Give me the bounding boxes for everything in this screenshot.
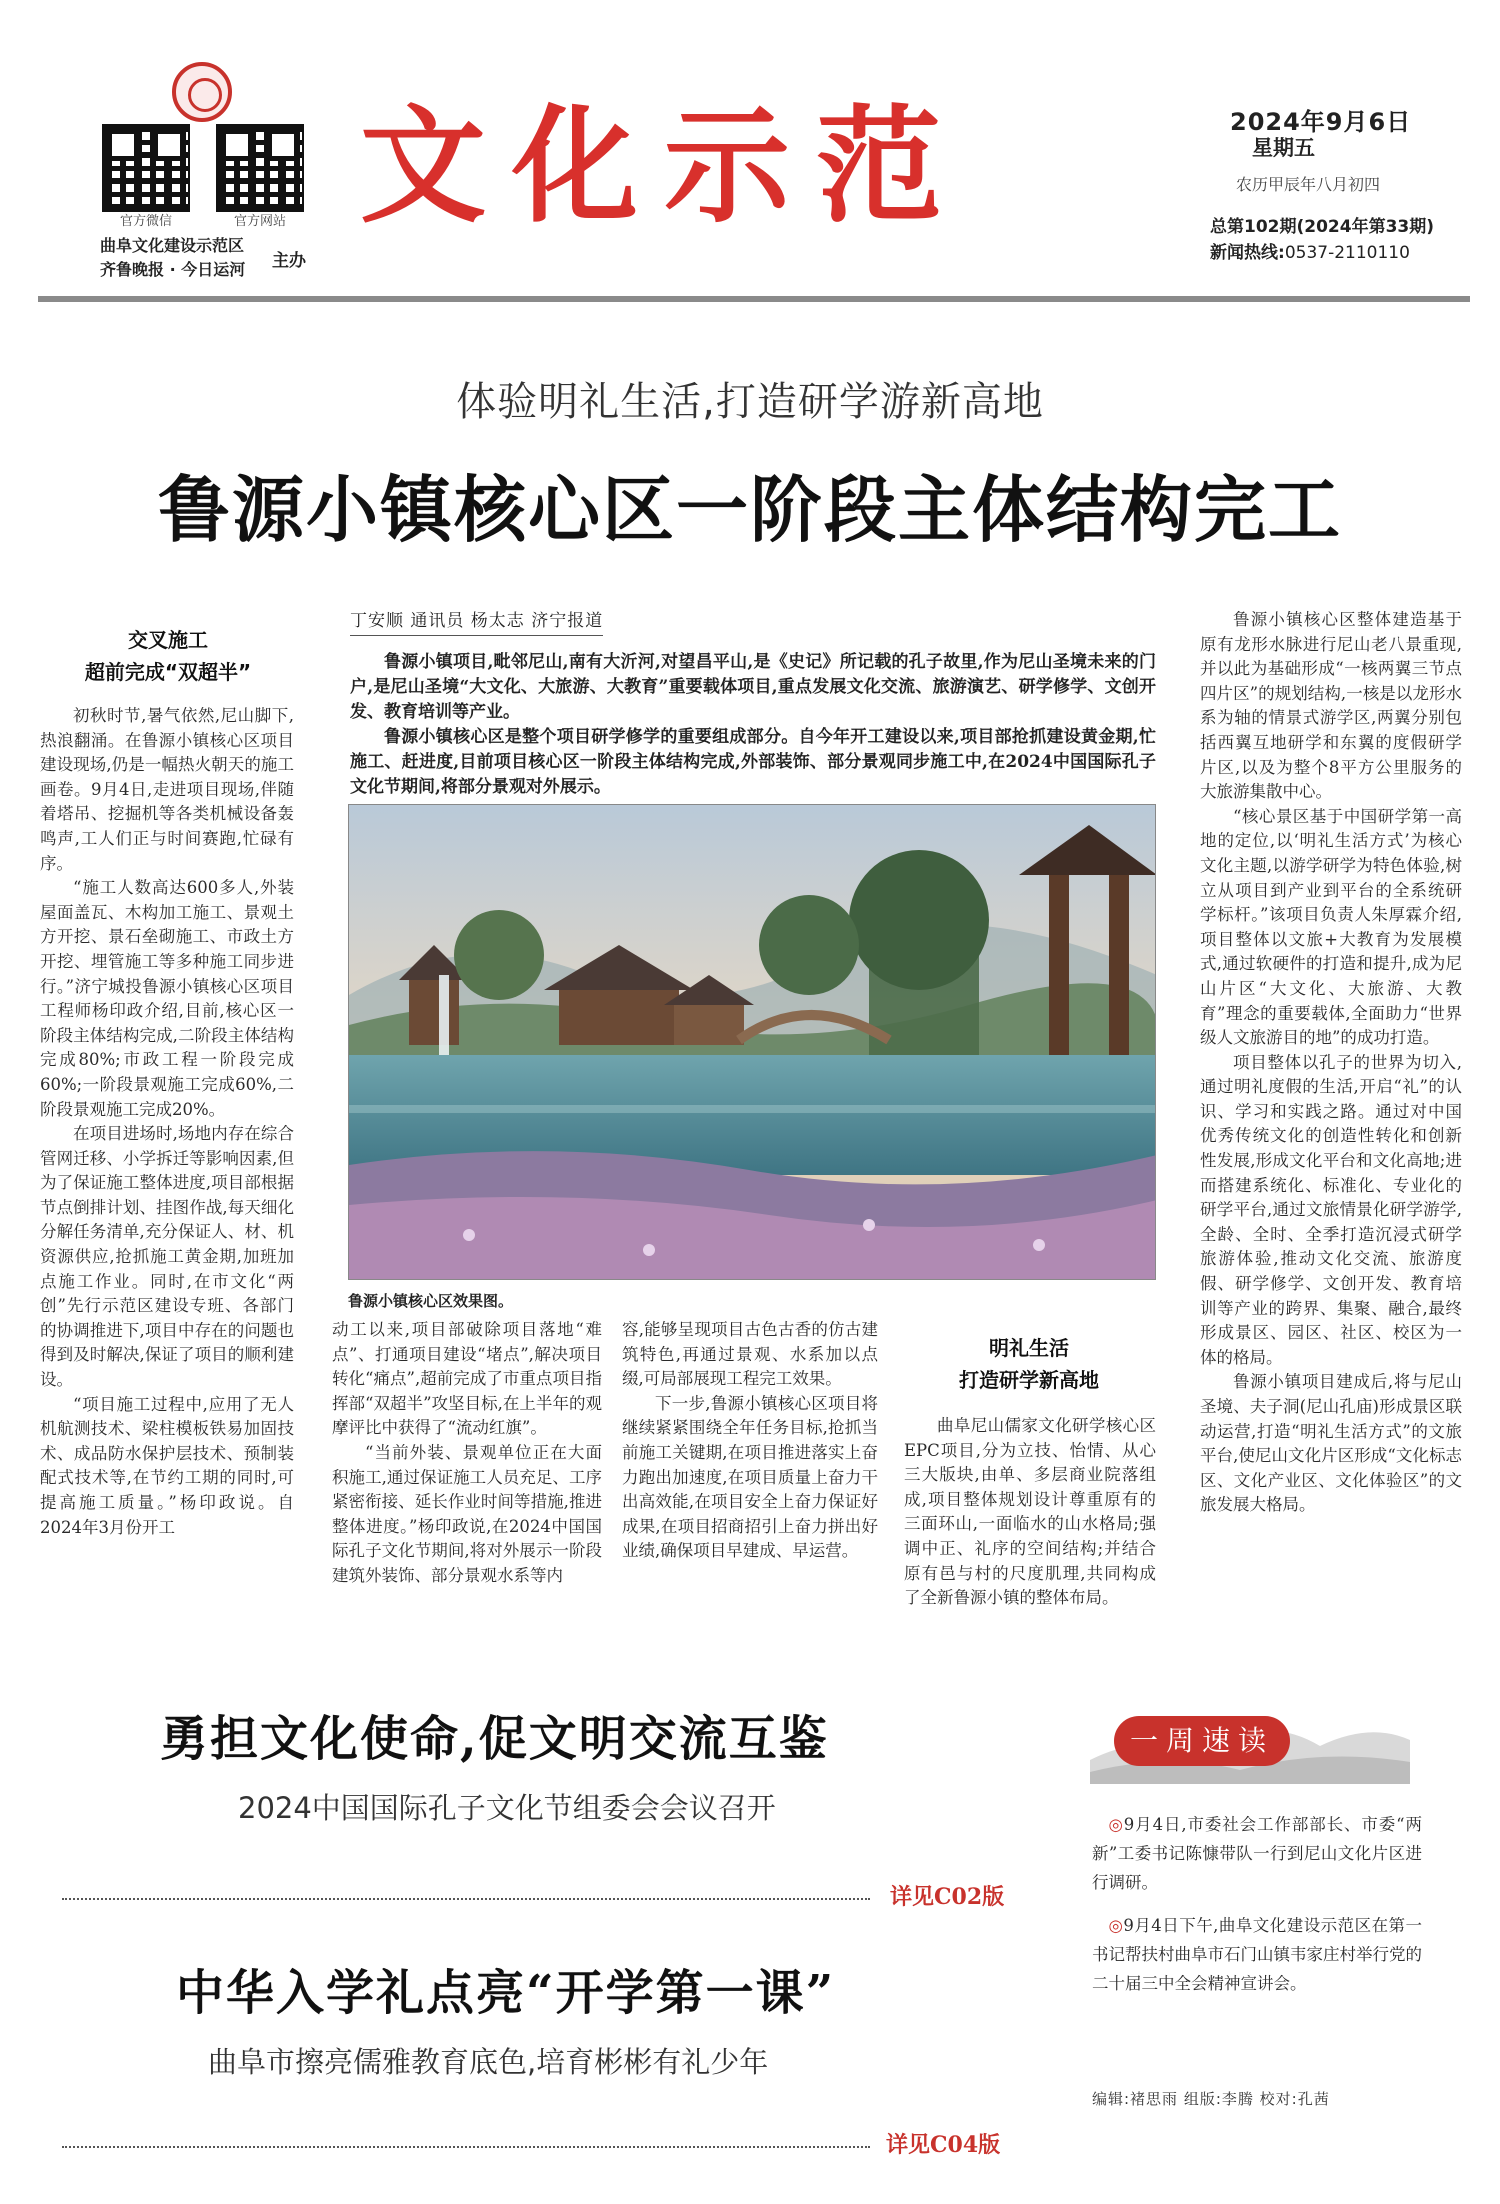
publisher-name: 曲阜文化建设示范区 [100,236,245,255]
article-column-5 [1200,608,1462,1518]
lunar-date: 农历甲辰年八月初四 [1236,175,1381,194]
publisher-name: 齐鲁晚报 · 今日运河 [100,260,246,279]
see-page-link-2[interactable]: 详见C04版 [886,2132,1001,2158]
issue-date: 2024年9月6日 [1230,108,1412,136]
masthead-rule [38,296,1470,302]
paragraph: 动工以来,项目部破除项目落地“难点”、打通项目建设“堵点”,解决项目转化“痛点”,超前完成了市重点项目指挥部“双超半”攻坚目标,在上半年的观摩评比中获得了“流动红旗”。 [332,1320,602,1438]
paragraph: 初秋时节,暑气依然,尼山脚下,热浪翻涌。在鲁源小镇核心区项目建设现场,仍是一幅热火朝天的施工画卷。9月4日,走进项目现场,伴随着塔吊、挖掘机等各类机械设备轰鸣声,工人们正与时间赛跑,忙碌有序。 [40,706,294,873]
town-rendering-image [348,804,1156,1280]
paragraph: 鲁源小镇项目,毗邻尼山,南有大沂河,对望昌平山,是《史记》所记载的孔子故里,作为尼山圣境未来的门户,是尼山圣境“大文化、大旅游、大教育”重要载体项目,重点发展文化交流、旅游演艺、研学修学、文创开发、教育培训等产业。 [350,652,1156,722]
hotline-number: 0537-2110110 [1284,243,1410,263]
paragraph: 鲁源小镇核心区整体建造基于原有龙形水脉进行尼山老八景重现,并以此为基础形成“一核两翼三节点四片区”的规划结构,一核是以龙形水系为轴的情景式游学区,两翼分别包括西翼互地研学和东翼的度假研学片区,以及为整个8平方公里服务的大旅游集散中心。 [1200,610,1462,802]
lead-headline: 鲁源小镇核心区一阶段主体结构完工 [157,467,1342,552]
host-label: 主办 [272,251,306,271]
see-page-link-1[interactable]: 详见C02版 [890,1884,1005,1910]
paragraph: 鲁源小镇核心区是整个项目研学修学的重要组成部分。自今年开工建设以来,项目部抢抓建设黄金期,忙施工、赶进度,目前项目核心区一阶段主体结构完成,外部装饰、部分景观同步施工中,在2024中国国际孔子文化节期间,将部分景观对外展示。 [350,727,1156,797]
paragraph: 项目整体以孔子的世界为切入,通过明礼度假的生活,开启“礼”的认识、学习和实践之路。通过对中国优秀传统文化的创造性转化和创新性发展,形成文化平台和文化高地;进而搭建系统化、标准化、专业化的研学平台,通过文旅情景化研学游学,全龄、全时、全季打造沉浸式研学旅游体验,推动文化交流、旅游度假、研学修学、文创开发、教育培训等产业的跨界、集聚、融合,最终形成景区、园区、社区、校区为一体的格局。 [1200,1052,1462,1367]
wechat-qr-code-icon[interactable] [102,124,190,212]
article-column-1 [40,704,294,1540]
paragraph: 容,能够呈现项目古色古香的仿古建筑特色,再通过景观、水系加以点缀,可局部展现工程完工效果。 [622,1320,878,1389]
paragraph: 在项目进场时,场地内存在综合管网迁移、小学拆迁等影响因素,但为了保证施工整体进度,项目部根据节点倒排计划、挂图作战,每天细化分解任务清单,充分保证人、材、机资源供应,抢抓施工黄金期,加班加点施工作业。同时,在市文化“两创”先行示范区建设专班、各部门的协调推进下,项目中存在的问题也得到及时解决,保证了项目的顺利建设。 [40,1124,294,1390]
article-column-4 [904,1414,1156,1611]
byline: 丁安顺 通讯员 杨太志 济宁报道 [350,606,603,636]
col1-subhead-line: 交叉施工 [128,628,208,652]
teaser-headline-2[interactable]: 中华入学礼点亮“开学第一课” [176,1965,836,2021]
article-column-3 [622,1318,878,1564]
paragraph: “当前外装、景观单位正在大面积施工,通过保证施工人员充足、工序紧密衔接、延长作业时间等措施,推进整体进度。”杨印政说,在2024中国国际孔子文化节期间,将对外展示一阶段建筑外装饰、部分景观水系等内 [332,1442,602,1585]
paragraph: “施工人数高达600多人,外装屋面盖瓦、木构加工施工、景观土方开挖、景石垒砌施工、市政土方开挖、埋管施工等多种施工同步进行。”济宁城投鲁源小镇核心区项目工程师杨印政介绍,目前,核心区一阶段主体结构完成,二阶段主体结构完成80%;市政工程一阶段完成60%;一阶段景观施工完成60%,二阶段景观施工完成20%。 [40,878,294,1119]
bullet-icon: ◎ [1108,1916,1124,1935]
weekly-brief-list [1092,1810,1422,1998]
paragraph: 下一步,鲁源小镇核心区项目将继续紧紧围绕全年任务目标,抢抓当前施工关键期,在项目推进落实上奋力跑出加速度,在项目质量上奋力干出高效能,在项目安全上奋力保证好成果,在项目招商招引上奋力拼出好业绩,确保项目早建成、早运营。 [622,1393,878,1561]
lead-summary [350,650,1156,800]
editor-credits: 编辑:褚思雨 组版:李腾 校对:孔茜 [1092,2090,1330,2108]
paragraph: 鲁源小镇项目建成后,将与尼山圣境、夫子洞(尼山孔庙)形成景区联动运营,打造“明礼生活方式”的文旅平台,使尼山文化片区形成“文化标志区、文化产业区、文化体验区”的文旅发展大格局。 [1200,1372,1462,1515]
newspaper-title: 文化示范 [360,93,968,240]
teaser-subtitle-1: 2024中国国际孔子文化节组委会会议召开 [238,1791,776,1825]
col1-subhead-line: 超前完成“双超半” [84,660,252,684]
publisher-list [100,234,245,282]
teaser-subtitle-2: 曲阜市擦亮儒雅教育底色,培育彬彬有礼少年 [208,2045,769,2079]
col4-subhead-line: 打造研学新高地 [959,1368,1099,1392]
issue-number: 总第102期(2024年第33期) [1210,217,1434,237]
lead-kicker: 体验明礼生活,打造研学游新高地 [456,379,1044,425]
teaser-headline-1[interactable]: 勇担文化使命,促文明交流互鉴 [160,1711,829,1767]
newspaper-seal-icon [172,62,232,122]
website-qr-code-icon[interactable] [216,124,304,212]
list-item: ◎9月4日,市委社会工作部部长、市委“两新”工委书记陈慷带队一行到尼山文化片区进行调研。 [1092,1815,1422,1892]
photo-caption: 鲁源小镇核心区效果图。 [348,1292,514,1310]
qr-label-wechat: 官方微信 [119,214,172,229]
news-hotline [1210,238,1410,263]
col1-subhead [48,624,288,688]
paragraph: “核心景区基于中国研学第一高地的定位,以‘明礼生活方式’为核心文化主题,以游学研学为特色体验,树立从项目到产业到平台的全系统研学标杆。”该项目负责人朱厚霖介绍,项目整体以文旅+大教育为发展模式,通过软硬件的打造和提升,成为尼山片区“大文化、大旅游、大教育”理念的重要载体,全面助力“世界级人文旅游目的地”的成功打造。 [1200,806,1462,1048]
paragraph: “项目施工过程中,应用了无人机航测技术、梁柱模板铁易加固技术、成品防水保护层技术、预制装配式技术等,在节约工期的同时,可提高施工质量。”杨印政说。自2024年3月份开工 [40,1394,294,1537]
list-item: ◎9月4日下午,曲阜文化建设示范区在第一书记帮扶村曲阜市石门山镇韦家庄村举行党的二十届三中全会精神宣讲会。 [1092,1916,1422,1993]
bullet-icon: ◎ [1108,1815,1124,1834]
weekly-brief-banner [1090,1700,1410,1784]
paragraph: 曲阜尼山儒家文化研学核心区EPC项目,分为立技、怡情、从心三大版块,由单、多层商业院落组成,项目整体规划设计尊重原有的三面环山,一面临水的山水格局;强调中正、礼序的空间结构;并结合原有邑与村的尺度肌理,共同构成了全新鲁源小镇的整体布局。 [904,1416,1156,1608]
qr-label-website: 官方网站 [233,214,286,229]
article-column-2 [332,1318,602,1589]
col4-subhead-line: 明礼生活 [989,1336,1069,1360]
issue-weekday: 星期五 [1252,136,1315,160]
col4-subhead [904,1332,1154,1396]
hotline-label: 新闻热线: [1210,243,1285,263]
dotted-divider [62,2146,870,2148]
weekly-brief-label: 一周速读 [1114,1716,1290,1766]
dotted-divider [62,1898,870,1900]
